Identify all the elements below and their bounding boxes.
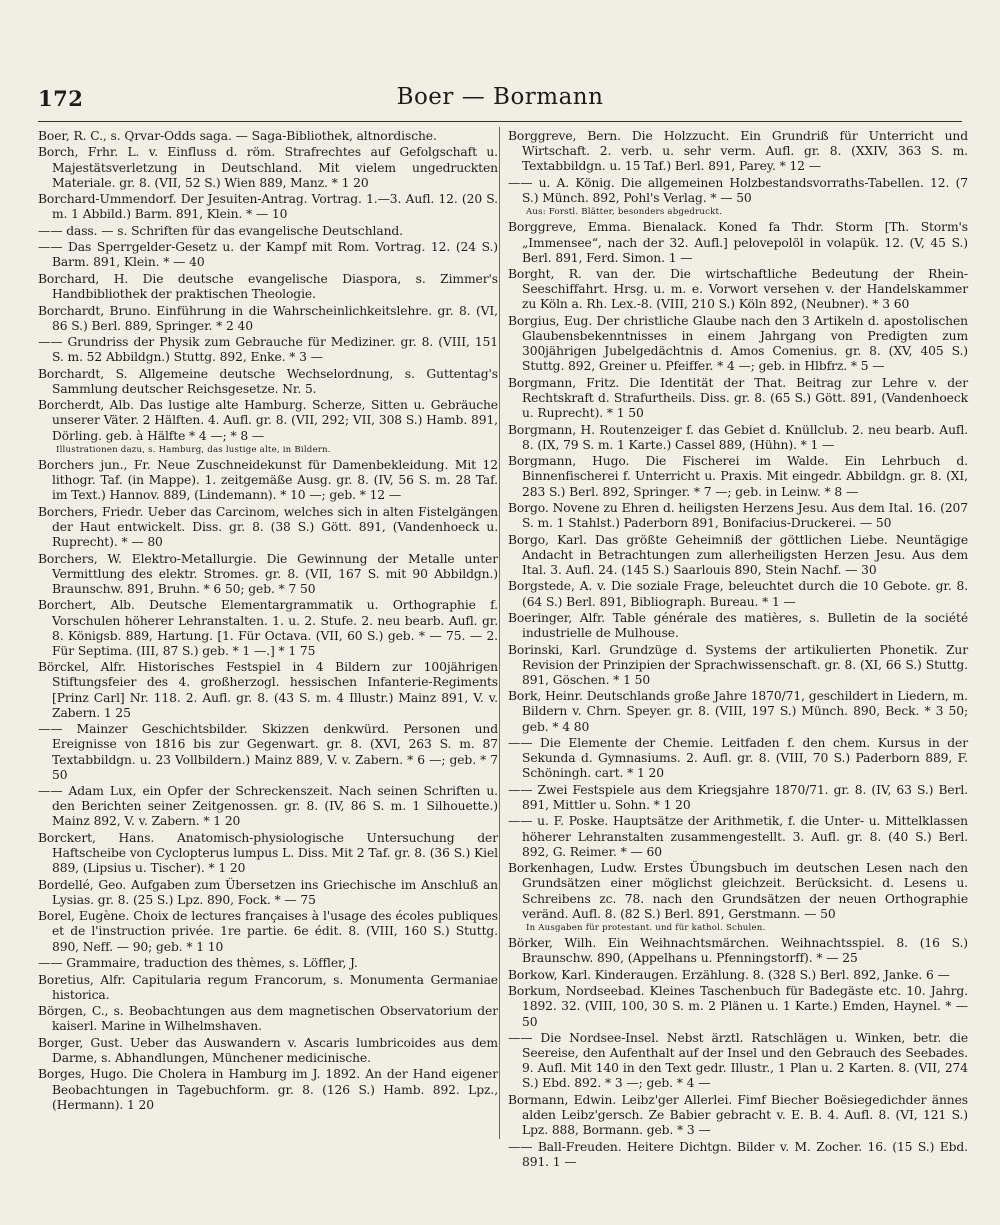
entry: Borgo. Novene zu Ehren d. heiligsten Herzens Jesu. Aus dem Ital. 16. (207 S. m. 1 Stahlst.) Paderborn 891, Bonifacius-Druckerei. — 50	[508, 500, 968, 531]
entry: Bork, Heinr. Deutschlands große Jahre 1870/71, geschildert in Liedern, m. Bildern v. Chrn. Speyer. gr. 8. (VIII, 197 S.) Münch. 890, Beck. * 3 50; geb. * 4 80	[508, 689, 968, 734]
entry: Borkenhagen, Ludw. Erstes Übungsbuch im deutschen Lesen nach den Grundsätzen einer möglichst gleichzeit. Berücksicht. d. Lesens u. Schreibens zc. 78. nach den Grundsätzen der neuen Orthographie veränd. Aufl. 8. (82 S.) Berl. 891, Gerstmann. — 50	[508, 861, 968, 921]
entry-note: In Ausgaben für protestant. und für kathol. Schulen.	[526, 923, 766, 934]
entry: Boretius, Alfr. Capitularia regum Francorum, s. Monumenta Germaniae historica.	[38, 972, 498, 1002]
entry: —— dass. — s. Schriften für das evangelische Deutschland.	[38, 223, 403, 238]
running-title: Boer — Bormann	[396, 84, 604, 110]
entry: —— Ball-Freuden. Heitere Dichtgn. Bilder v. M. Zocher. 16. (15 S.) Ebd. 891. 1 —	[508, 1139, 968, 1169]
entry: —— Die Elemente der Chemie. Leitfaden f. den chem. Kursus in der Sekunda d. Gymnasiums. 2. Aufl. gr. 8. (VIII, 70 S.) Paderborn 889, F. Schöningh. cart. * 1 20	[508, 736, 968, 781]
entry: Borckert, Hans. Anatomisch-physiologische Untersuchung der Haftscheibe von Cyclopterus lumpus L. Diss. Mit 2 Taf. gr. 8. (36 S.) Kiel 889, (Lipsius u. Tischer). * 1 20	[38, 830, 498, 876]
entry: —— u. F. Poske. Hauptsätze der Arithmetik, f. die Unter- u. Mittelklassen höherer Lehranstalten zusammengestellt. 3. Aufl. gr. 8. (40 S.) Berl. 892, G. Reimer. * — 60	[508, 814, 968, 859]
entry: Borel, Eugène. Choix de lectures françaises à l'usage des écoles publiques et de l'instruction privée. 1re partie. 6e édit. 8. (VIII, 160 S.) Stuttg. 890, Neff. — 90; geb. * 1 10	[38, 909, 498, 954]
entry: Borchard-Ummendorf. Der Jesuiten-Antrag. Vortrag. 1.—3. Aufl. 12. (20 S. m. 1 Abbild.) Barm. 891, Klein. * — 10	[38, 192, 498, 222]
page-header	[38, 84, 962, 118]
entry: Borchardt, Bruno. Einführung in die Wahrscheinlichkeitslehre. gr. 8. (VI, 86 S.) Berl. 889, Springer. * 2 40	[38, 303, 498, 333]
entry: Borgmann, H. Routenzeiger f. das Gebiet d. Knüllclub. 2. neu bearb. Aufl. 8. (IX, 79 S. m. 1 Karte.) Cassel 889, (Hühn). * 1 —	[508, 422, 968, 452]
entry: —— Adam Lux, ein Opfer der Schreckenszeit. Nach seinen Schriften u. den Berichten seiner Zeitgenossen. gr. 8. (IV, 86 S. m. 1 Silhouette.) Mainz 892, V. v. Zabern. * 1 20	[38, 784, 498, 829]
entry: Borchard, H. Die deutsche evangelische Diaspora, s. Zimmer's Handbibliothek der praktischen Theologie.	[38, 271, 498, 302]
entry: Borcherdt, Alb. Das lustige alte Hamburg. Scherze, Sitten u. Gebräuche unserer Väter. 2 Hälften. 4. Aufl. gr. 8. (VII, 292; VII, 308 S.) Hamb. 891, Dörling. geb. à Hälfte * 4 —; * 8 —	[38, 398, 498, 443]
entry: Börckel, Alfr. Historisches Festspiel in 4 Bildern zur 100jährigen Stiftungsfeier des 4. großherzogl. hessischen Infanterie-Regiments [Prinz Carl] Nr. 118. 2. Aufl. gr. 8. (43 S. m. 4 Illustr.) Mainz 891, V. v. Zabern. 1 25	[38, 660, 498, 720]
page-number: 172	[38, 86, 84, 111]
entry: Borggreve, Emma. Bienalack. Koned fa Thdr. Storm [Th. Storm's „Immensee“, nach der 32. Aufl.] pelovepolöl in volapük. 12. (V, 45 S.) Berl. 891, Ferd. Simon. 1 —	[508, 220, 968, 265]
entry: Borgmann, Hugo. Die Fischerei im Walde. Ein Lehrbuch d. Binnenfischerei f. Unterricht u. Praxis. Mit eingedr. Abbildgn. gr. 8. (XI, 283 S.) Berl. 892, Springer. * 7 —; geb. in Leinw. * 8 —	[508, 454, 968, 499]
entry-note: Illustrationen dazu, s. Hamburg, das lustige alte, in Bildern.	[56, 445, 331, 456]
entry: Borgmann, Fritz. Die Identität der That. Beitrag zur Lehre v. der Rechtskraft d. Strafurtheils. Diss. gr. 8. (65 S.) Gött. 891, (Vandenhoeck u. Ruprecht). * 1 50	[508, 375, 968, 421]
entry: Borchardt, S. Allgemeine deutsche Wechselordnung, s. Guttentag's Sammlung deutscher Reichsgesetze. Nr. 5.	[38, 366, 498, 396]
column-divider	[499, 127, 500, 1139]
entry: Borch, Frhr. L. v. Einfluss d. röm. Strafrechtes auf Gefolgschaft u. Majestätsverletzung in Deutschland. Mit vielem ungedruckten Materiale. gr. 8. (VII, 52 S.) Wien 889, Manz. * 1 20	[38, 145, 498, 190]
entry: Borkum, Nordseebad. Kleines Taschenbuch für Badegäste etc. 10. Jahrg. 1892. 32. (VIII, 100, 30 S. m. 2 Plänen u. 1 Karte.) Emden, Haynel. * — 50	[508, 984, 968, 1029]
entry: Borinski, Karl. Grundzüge d. Systems der artikulierten Phonetik. Zur Revision der Prinzipien der Sprachwissenschaft. gr. 8. (XI, 66 S.) Stuttg. 891, Göschen. * 1 50	[508, 642, 968, 687]
entry: —— Grammaire, traduction des thèmes, s. Löffler, J.	[38, 956, 358, 971]
entry: Borgo, Karl. Das größte Geheimniß der göttlichen Liebe. Neuntägige Andacht in Betrachtungen zum allerheiligsten Herzen Jesu. Aus dem Ital. 3. Aufl. 24. (145 S.) Saarlouis 890, Stein Nachf. — 30	[508, 532, 968, 577]
entry: Borchers, Friedr. Ueber das Carcinom, welches sich in alten Fistelgängen der Haut entwickelt. Diss. gr. 8. (38 S.) Gött. 891, (Vandenhoeck u. Ruprecht). * — 80	[38, 504, 498, 550]
entry: Boer, R. C., s. Qrvar-Odds saga. — Saga-Bibliothek, altnordische.	[38, 129, 437, 143]
entry-note: Aus: Forstl. Blätter, besonders abgedruckt.	[526, 207, 723, 218]
entry: Boeringer, Alfr. Table générale des matières, s. Bulletin de la société industrielle de Mulhouse.	[508, 610, 968, 641]
entry: Borght, R. van der. Die wirtschaftliche Bedeutung der Rhein-Seeschiffahrt. Hrsg. u. m. e. Vorwort versehen v. der Handelskammer zu Köln a. Rh. Lex.-8. (VIII, 210 S.) Köln 892, (Neubner). * 3 60	[508, 267, 968, 312]
entry: Borchers jun., Fr. Neue Zuschneidekunst für Damenbekleidung. Mit 12 lithogr. Taf. (in Mappe). 1. zeitgemäße Ausg. gr. 8. (IV, 56 S. m. 28 Taf. im Text.) Hannov. 889, (Lindemann). * 10 —; geb. * 12 —	[38, 458, 498, 503]
entry: Bormann, Edwin. Leibz'ger Allerlei. Fimf Biecher Boësiegedichder ännes alden Leibz'gersch. Ze Babier gebracht v. E. B. 4. Aufl. 8. (VI, 121 S.) Lpz. 888, Bormann. geb. * 3 —	[508, 1092, 968, 1138]
entry: —— Mainzer Geschichtsbilder. Skizzen denkwürd. Personen und Ereignisse von 1816 bis zur Gegenwart. gr. 8. (XVI, 263 S. m. 87 Textabbildgn. u. 23 Vollbildern.) Mainz 889, V. v. Zabern. * 6 —; geb. * 7 50	[38, 722, 498, 782]
entry: —— Das Sperrgelder-Gesetz u. der Kampf mit Rom. Vortrag. 12. (24 S.) Barm. 891, Klein. * — 40	[38, 240, 498, 270]
entry: Borges, Hugo. Die Cholera in Hamburg im J. 1892. An der Hand eigener Beobachtungen in Tagebuchform. gr. 8. (126 S.) Hamb. 892. Lpz., (Hermann). 1 20	[38, 1067, 498, 1112]
entry: —— Zwei Festspiele aus dem Kriegsjahre 1870/71. gr. 8. (IV, 63 S.) Berl. 891, Mittler u. Sohn. * 1 20	[508, 782, 968, 813]
right-column	[508, 129, 968, 1171]
entry: Borchers, W. Elektro-Metallurgie. Die Gewinnung der Metalle unter Vermittlung des elektr. Stromes. gr. 8. (VII, 167 S. mit 90 Abbildgn.) Braunschw. 891, Bruhn. * 6 50; geb. * 7 50	[38, 551, 498, 596]
entry: —— u. A. König. Die allgemeinen Holzbestandsvorraths-Tabellen. 12. (7 S.) Münch. 892, Pohl's Verlag. * — 50	[508, 175, 968, 205]
entry: Bordellé, Geo. Aufgaben zum Übersetzen ins Griechische im Anschluß an Lysias. gr. 8. (25 S.) Lpz. 890, Fock. * — 75	[38, 877, 498, 907]
entry: Borger, Gust. Ueber das Auswandern v. Ascaris lumbricoides aus dem Darme, s. Abhandlungen, Münchener medicinische.	[38, 1035, 498, 1065]
entry: Borgstede, A. v. Die soziale Frage, beleuchtet durch die 10 Gebote. gr. 8. (64 S.) Berl. 891, Bibliograph. Bureau. * 1 —	[508, 579, 968, 609]
entry: Börker, Wilh. Ein Weihnachtsmärchen. Weihnachtsspiel. 8. (16 S.) Braunschw. 890, (Appelhans u. Pfenningstorff). * — 25	[508, 936, 968, 966]
header-rule	[38, 121, 962, 122]
left-column	[38, 129, 498, 1114]
entry: Borggreve, Bern. Die Holzzucht. Ein Grundriß für Unterricht und Wirtschaft. 2. verb. u. sehr verm. Aufl. gr. 8. (XXIV, 363 S. m. Textabbildgn. u. 15 Taf.) Berl. 891, Parey. * 12 —	[508, 129, 968, 174]
entry: Börgen, C., s. Beobachtungen aus dem magnetischen Observatorium der kaiserl. Marine in Wilhelmshaven.	[38, 1004, 498, 1034]
entry: Borchert, Alb. Deutsche Elementargrammatik u. Orthographie f. Vorschulen höherer Lehranstalten. 1. u. 2. Stufe. 2. neu bearb. Aufl. gr. 8. Königsb. 889, Hartung. [1. Für Octava. (VII, 60 S.) geb. * — 75. — 2. Für Septima. (III, 87 S.) geb. * 1 —.] * 1 75	[38, 598, 498, 658]
entry: —— Grundriss der Physik zum Gebrauche für Mediziner. gr. 8. (VIII, 151 S. m. 52 Abbildgn.) Stuttg. 892, Enke. * 3 —	[38, 335, 498, 365]
entry: —— Die Nordsee-Insel. Nebst ärztl. Ratschlägen u. Winken, betr. die Seereise, den Aufenthalt auf der Insel und den Gebrauch des Seebades. 9. Aufl. Mit 140 in den Text gedr. Illustr., 1 Plan u. 2 Karten. 8. (VII, 274 S.) Ebd. 892. * 3 —; geb. * 4 —	[508, 1030, 968, 1091]
entry: Borgius, Eug. Der christliche Glaube nach den 3 Artikeln d. apostolischen Glaubensbekenntnisses in einem Jahrgang von Predigten zum 300jährigen Jubelgedächtnis d. Amos Comenius. gr. 8. (XV, 405 S.) Stuttg. 892, Greiner u. Pfeiffer. * 4 —; geb. in Hlbfrz. * 5 —	[508, 313, 968, 374]
entry: Borkow, Karl. Kinderaugen. Erzählung. 8. (328 S.) Berl. 892, Janke. 6 —	[508, 967, 950, 982]
